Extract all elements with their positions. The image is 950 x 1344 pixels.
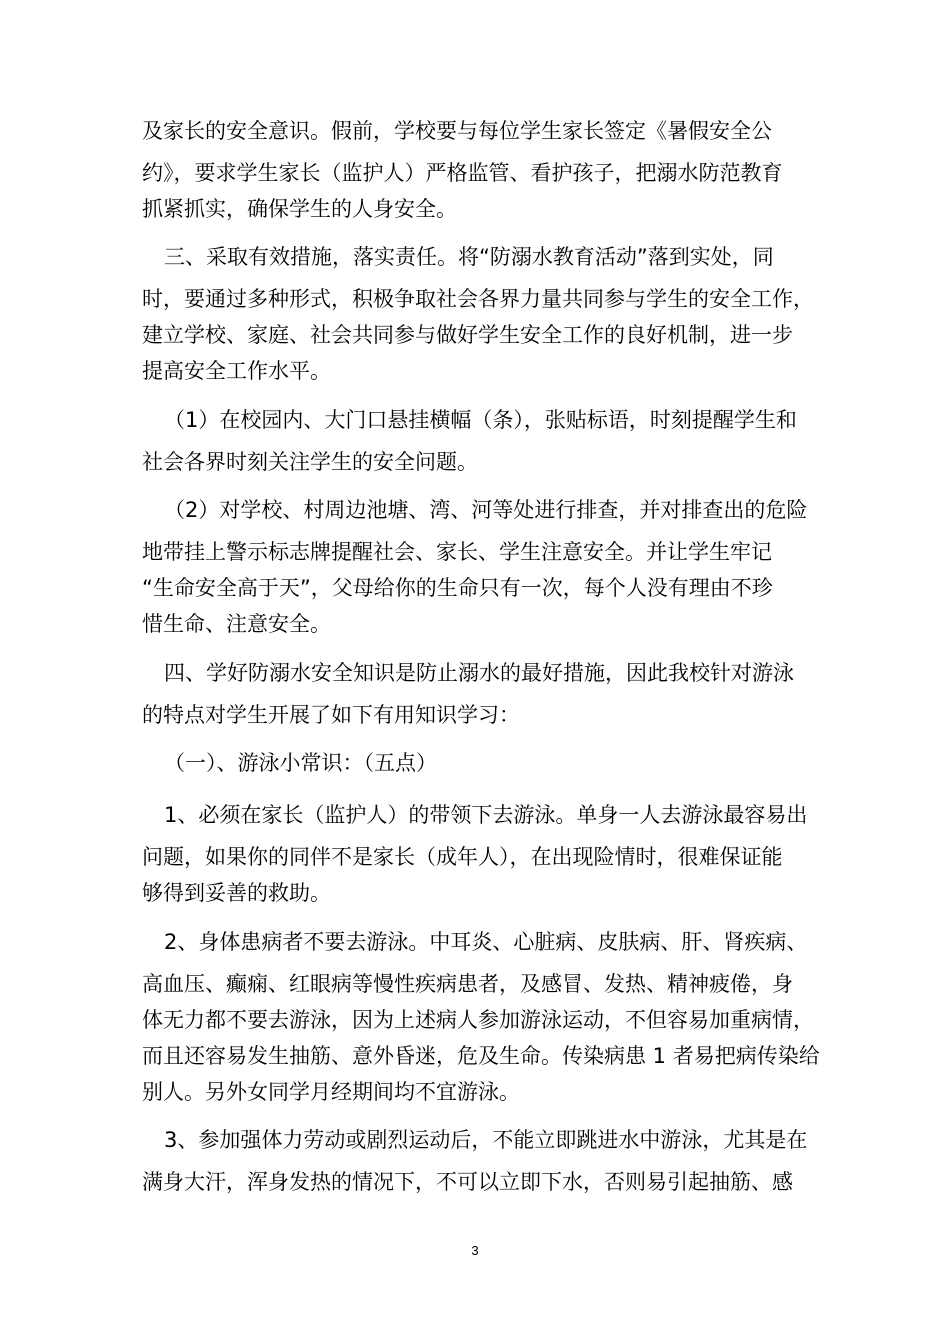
body-text-line: 体无力都不要去游泳，因为上述病人参加游泳运动，不但容易加重病情， <box>142 1008 814 1032</box>
body-text-line: 社会各界时刻关注学生的安全问题。 <box>142 450 478 474</box>
body-text-line: “生命安全高于天”，父母给你的生命只有一次，每个人没有理由不珍 <box>142 576 773 600</box>
list-item-line: （2）对学校、村周边池塘、湾、河等处进行排查，并对排查出的危险 <box>164 498 808 522</box>
list-item-line: 1、必须在家长（监护人）的带领下去游泳。单身一人去游泳最容易出 <box>164 803 808 827</box>
body-text-line: 时，要通过多种形式，积极争取社会各界力量共同参与学生的安全工作， <box>142 287 814 311</box>
body-text-line: 高血压、癫痫、红眼病等慢性疾病患者，及感冒、发热、精神疲倦，身 <box>142 972 793 996</box>
page-number: 3 <box>471 1243 479 1258</box>
list-item-line: 3、参加强体力劳动或剧烈运动后，不能立即跳进水中游泳，尤其是在 <box>164 1128 808 1152</box>
body-text-line: 满身大汗，浑身发热的情况下，不可以立即下水，否则易引起抽筋、感 <box>142 1170 793 1194</box>
body-text-line: 别人。另外女同学月经期间均不宜游泳。 <box>142 1080 520 1104</box>
body-text-line: 问题，如果你的同伴不是家长（成年人），在出现险情时，很难保证能 <box>142 845 783 869</box>
section-heading-line: 四、学好防溺水安全知识是防止溺水的最好措施，因此我校针对游泳 <box>164 661 794 685</box>
body-text-line: 地带挂上警示标志牌提醒社会、家长、学生注意安全。并让学生牢记 <box>142 540 772 564</box>
list-item-line: 2、身体患病者不要去游泳。中耳炎、心脏病、皮肤病、肝、肾疾病、 <box>164 930 808 954</box>
body-text-line: 的特点对学生开展了如下有用知识学习： <box>142 703 520 727</box>
body-text-line: 够得到妥善的救助。 <box>142 881 331 905</box>
body-text-line: 提高安全工作水平。 <box>142 359 331 383</box>
subsection-heading: （一）、游泳小常识：（五点） <box>164 751 437 775</box>
list-item-line: （1）在校园内、大门口悬挂横幅（条），张贴标语，时刻提醒学生和 <box>164 408 797 432</box>
body-text-line: 约》，要求学生家长（监护人）严格监管、看护孩子，把溺水防范教育 <box>142 161 783 185</box>
body-text-line: 建立学校、家庭、社会共同参与做好学生安全工作的良好机制，进一步 <box>142 323 793 347</box>
body-text-line: 惜生命、注意安全。 <box>142 612 331 636</box>
body-text-line: 抓紧抓实，确保学生的人身安全。 <box>142 197 457 221</box>
section-heading-line: 三、采取有效措施，落实责任。将“防溺水教育活动”落到实处，同 <box>164 245 774 269</box>
body-text-line: 而且还容易发生抽筋、意外昏迷，危及生命。传染病患 1 者易把病传染给 <box>142 1044 820 1068</box>
body-text-line: 及家长的安全意识。假前，学校要与每位学生家长签定《暑假安全公 <box>142 119 772 143</box>
